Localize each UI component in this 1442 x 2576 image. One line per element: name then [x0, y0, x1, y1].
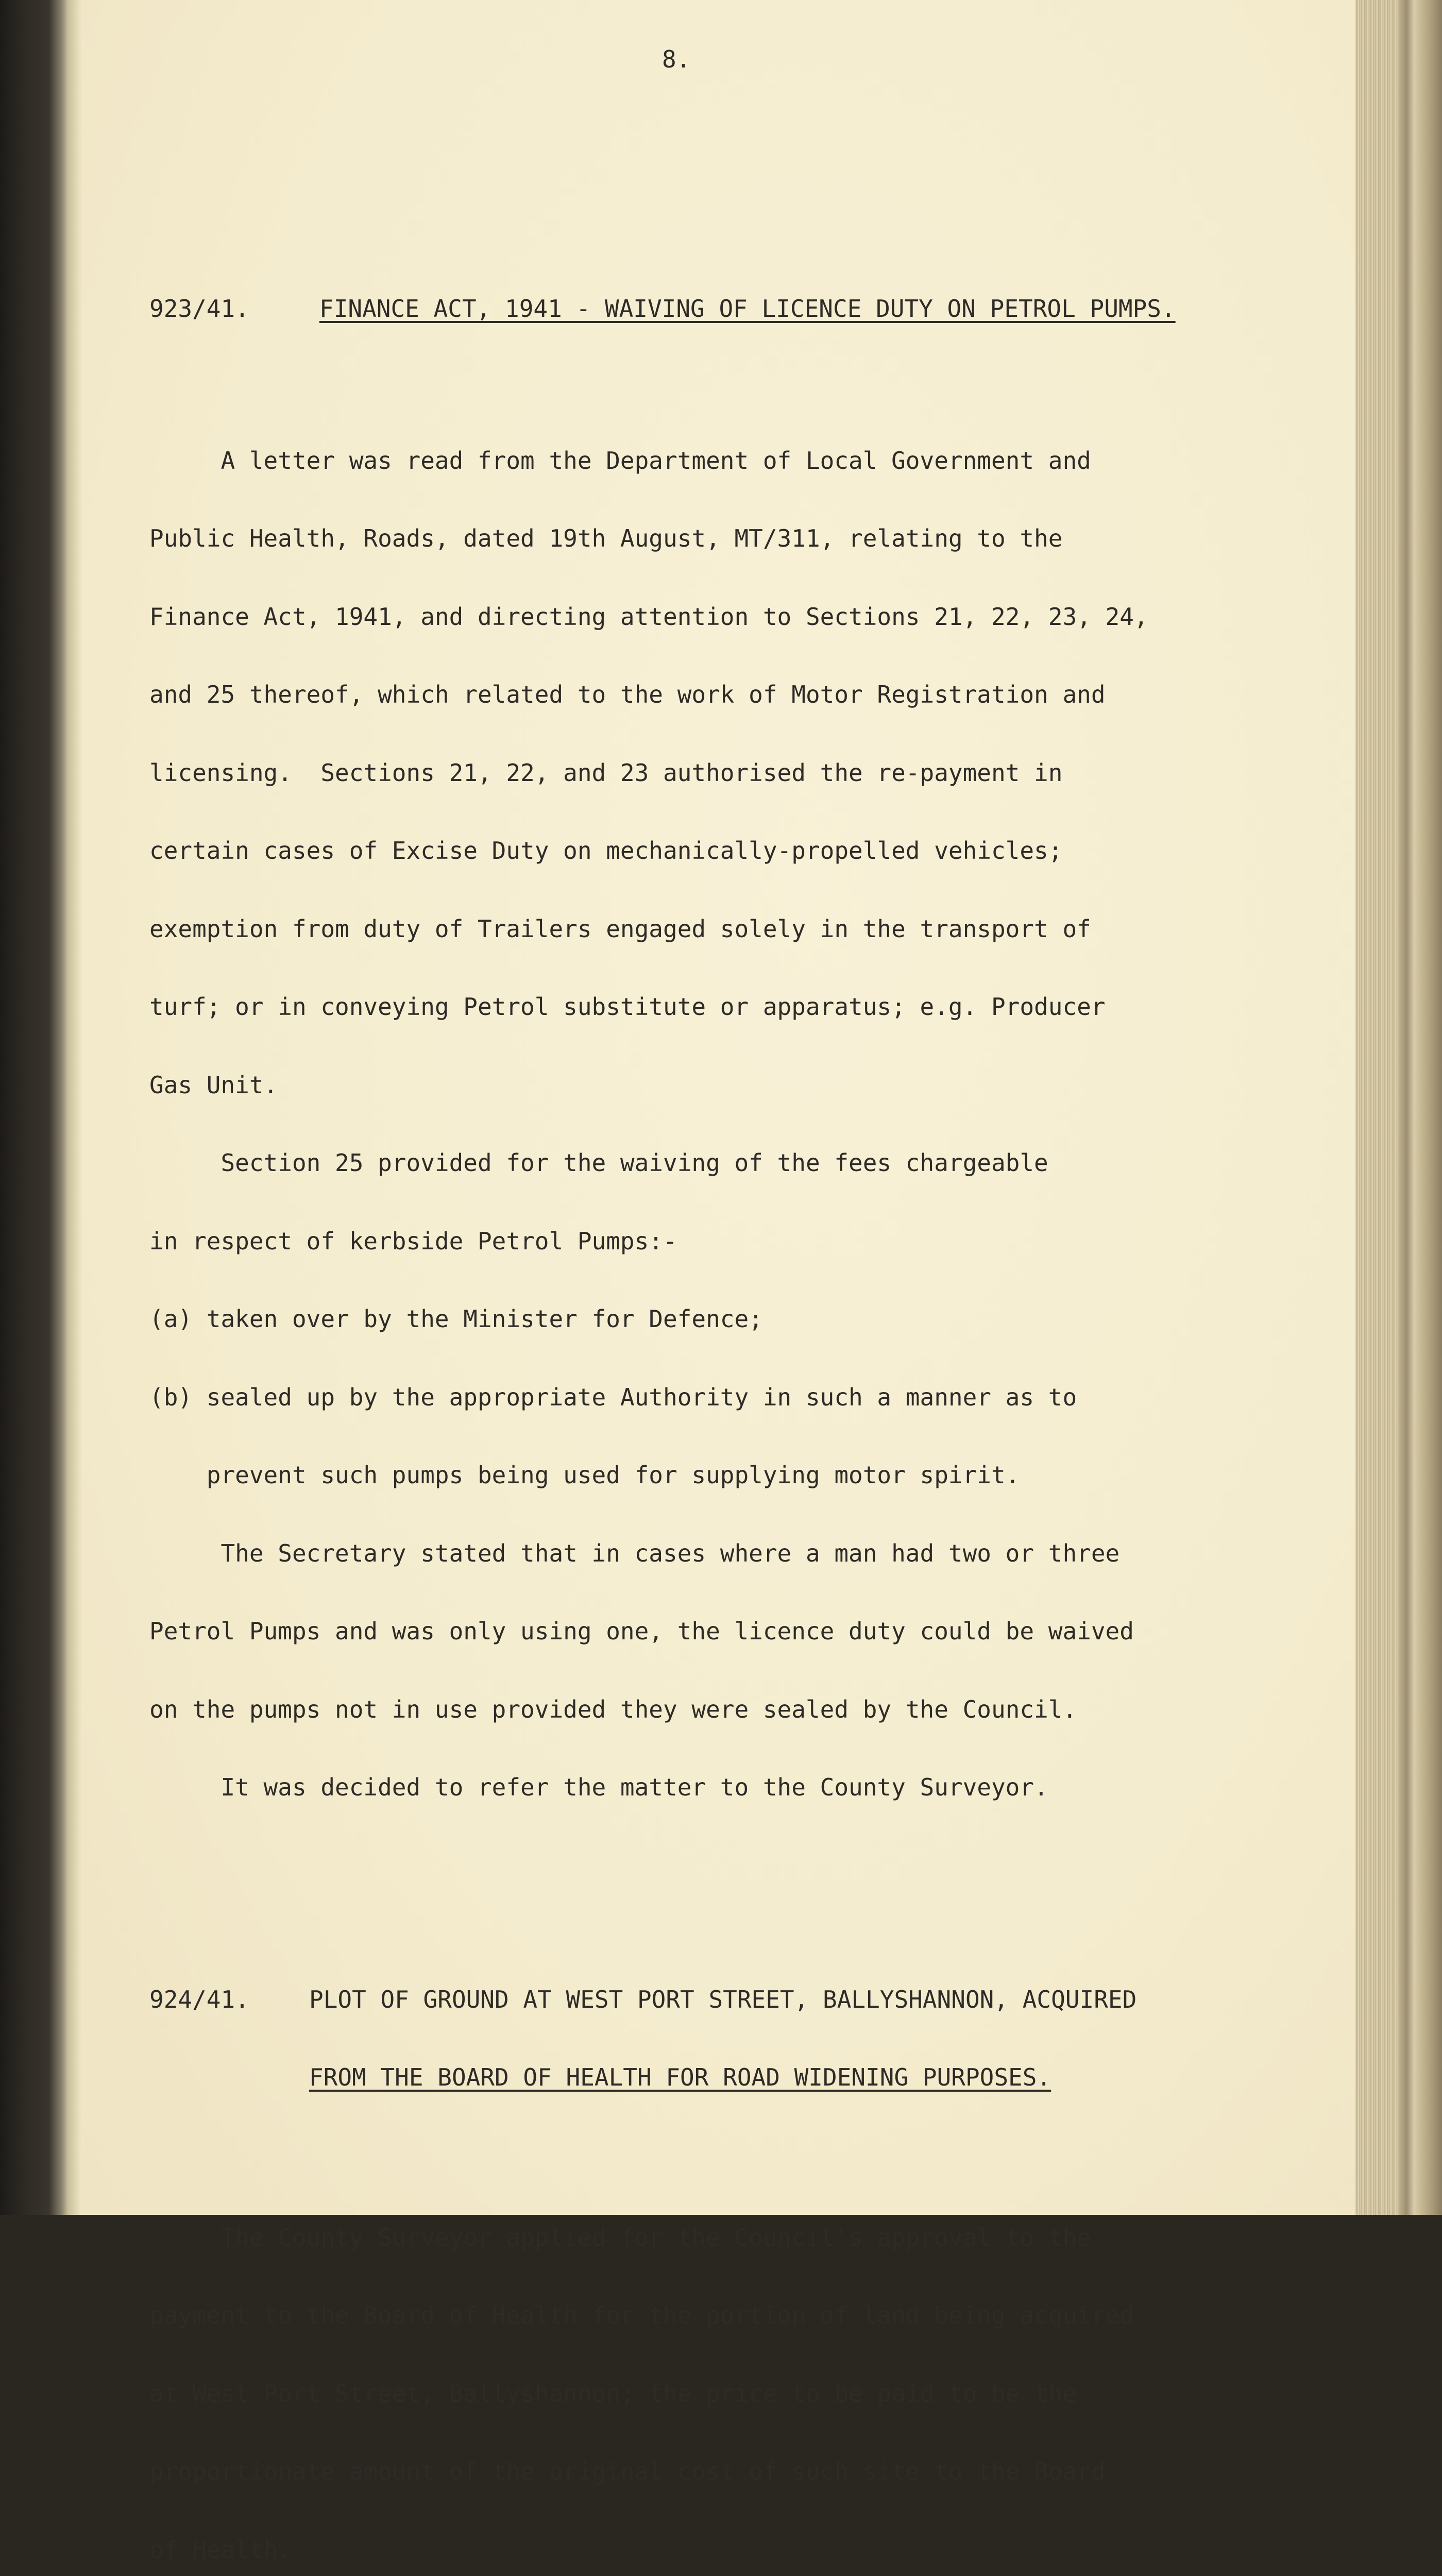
text-line: The County Surveyor applied for the Council's approval to the [149, 2223, 1091, 2251]
item-924-heading-line [149, 1987, 1252, 2013]
text-line: turf; or in conveying Petrol substitute or apparatus; e.g. Producer [149, 993, 1106, 1021]
text-line: (b) sealed up by the appropriate Authority in such a manner as to [149, 1383, 1077, 1411]
item-heading-continued: FROM THE BOARD OF HEALTH FOR ROAD WIDENING PURPOSES. [309, 2063, 1051, 2091]
text-line: and 25 thereof, which related to the work of Motor Registration and [149, 681, 1106, 708]
text-line: licensing. Sections 21, 22, and 23 authorised the re-payment in [149, 758, 1063, 787]
text-line: Gas Unit. [149, 1071, 278, 1099]
text-line: payment to the Board of Health for the portion of land being acquired [149, 2301, 1134, 2329]
text-line: on the pumps not in use provided they were sealed by the Council. [149, 1695, 1077, 1723]
minutes-text [149, 36, 1252, 2576]
text-line: prevent such pumps being used for supplying motor spirit. [149, 1461, 1020, 1489]
text-line: of Health. [149, 2535, 292, 2564]
page-number: 8. [662, 45, 691, 73]
text-line: The Secretary stated that in cases where a man had two or three [149, 1539, 1120, 1567]
text-line: certain cases of Excise Duty on mechanically-propelled vehicles; [149, 837, 1063, 865]
text-line: It was decided to refer the matter to the County Surveyor. [149, 1773, 1048, 1801]
item-number: 924/41. [149, 1985, 249, 2013]
text-line: A letter was read from the Department of Local Government and [149, 446, 1091, 474]
text-line: Finance Act, 1941, and directing attention to Sections 21, 22, 23, 24, [149, 602, 1148, 631]
text-line: proportionate amount of the original cost of such site to the Board [149, 2458, 1106, 2485]
text-line: exemption from duty of Trailers engaged solely in the transport of [149, 914, 1091, 943]
text-line: Petrol Pumps and was only using one, the licence duty could be waived [149, 1617, 1134, 1645]
text-line: (a) taken over by the Minister for Defence; [149, 1305, 763, 1333]
text-line: at West Port Street, Ballyshannon; the price to be paid to be the [149, 2379, 1077, 2408]
item-923-heading-line [149, 296, 1252, 322]
text-line: Public Health, Roads, dated 19th August, MT/311, relating to the [149, 524, 1063, 552]
item-heading: PLOT OF GROUND AT WEST PORT STREET, BALLYSHANNON, ACQUIRED [309, 1985, 1137, 2013]
text-line: Section 25 provided for the waiving of the fees chargeable [149, 1149, 1048, 1177]
item-924-heading-line-2 [149, 2064, 1252, 2091]
item-heading: FINANCE ACT, 1941 - WAIVING OF LICENCE DUTY ON PETROL PUMPS. [319, 295, 1176, 323]
item-number: 923/41. [149, 295, 249, 323]
book-page-edges [1355, 0, 1399, 2215]
text-line: in respect of kerbside Petrol Pumps:- [149, 1227, 677, 1255]
